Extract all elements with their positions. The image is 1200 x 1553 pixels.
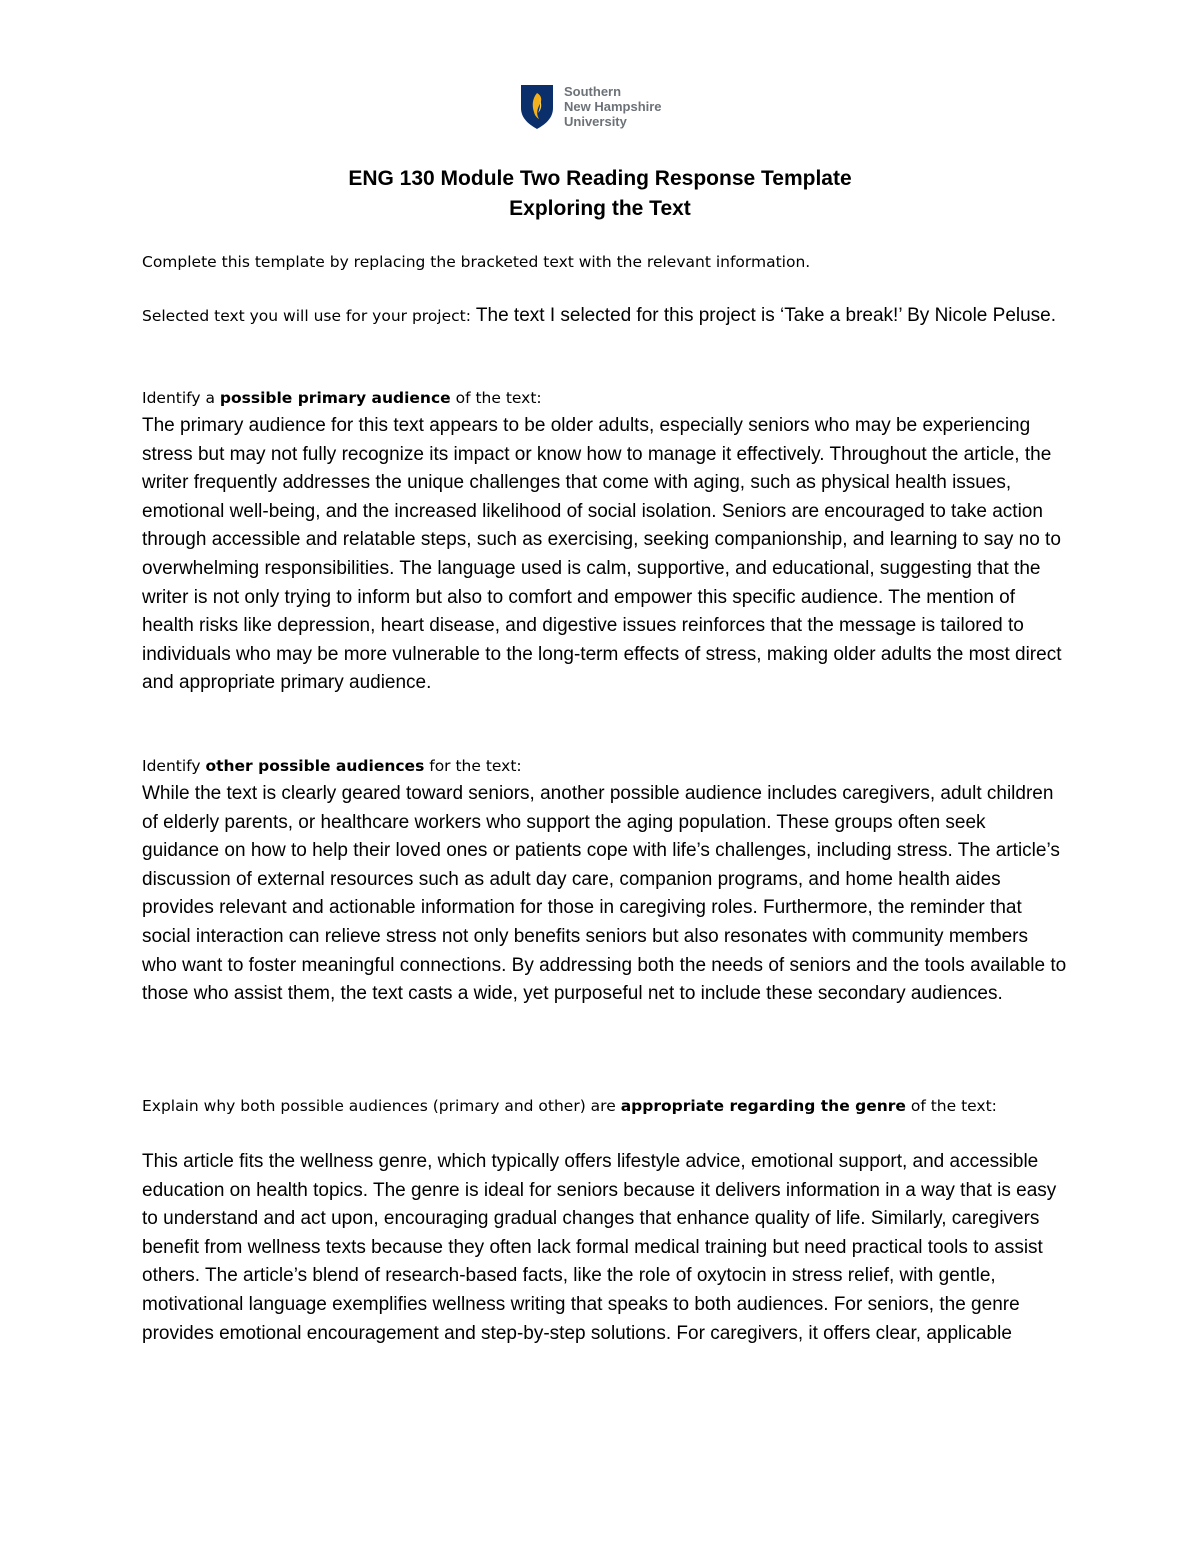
snhu-logo [520,84,662,130]
selected-text-section [142,302,1067,330]
logo-line-2: New Hampshire [564,99,662,114]
genre-answer: This article fits the wellness genre, which typically offers lifestyle advice, emotional support, and accessible education on health topics. The genre is ideal for seniors because it delivers information in a way that is easy to understand and act upon, encouraging gradual changes that enhance quality of life. Similarly, caregivers benefit from wellness texts because they often lack formal medical training but need practical tools to assist others. The article’s blend of research-based facts, like the role of oxytocin in stress relief, with gentle, motivational language exemplifies wellness writing that speaks to both audiences. For seniors, the genre provides emotional encouragement and step-by-step solutions. For caregivers, it offers clear, applicable [142,1151,1057,1344]
document-title: ENG 130 Module Two Reading Response Template [348,167,852,190]
logo-line-3: University [564,114,627,129]
prompt-text: Identify [142,757,206,775]
prompt-text: Explain why both possible audiences (primary and other) are [142,1097,621,1115]
instructions: Complete this template by replacing the bracketed text with the relevant information. [142,253,811,271]
primary-audience-prompt [142,384,1067,412]
prompt-text: of the text: [905,1097,997,1115]
prompt-text: for the text: [424,757,522,775]
document-subtitle: Exploring the Text [509,197,691,220]
selected-text-answer: The text I selected for this project is ‘Take a break!’ By Nicole Peluse. [470,305,1057,326]
prompt-emphasis: other possible audiences [205,757,425,775]
genre-prompt [142,1092,1067,1120]
prompt-emphasis: possible primary audience [219,389,451,407]
primary-audience-answer: The primary audience for this text appears to be older adults, especially seniors who may be experiencing stress but may not fully recognize its impact or know how to manage it effectively. Throughout the article, the writer frequently addresses the unique challenges that come with aging, such as physical health issues, emotional well-being, and the increased likelihood of social isolation. Seniors are encouraged to take action through accessible and relatable steps, such as exercising, seeking companionship, and learning to say no to overwhelming responsibilities. The language used is calm, supportive, and educational, suggesting that the writer is not only trying to inform but also to comfort and empower this specific audience. The mention of health risks like depression, heart disease, and digestive issues reinforces that the message is tailored to individuals who may be more vulnerable to the long-term effects of stress, making older adults the most direct and appropriate primary audience. [142,415,1062,694]
other-audiences-prompt [142,752,1067,780]
shield-flame-icon [520,84,554,130]
logo-line-1: Southern [564,84,622,99]
logo-wordmark [564,84,662,129]
prompt-text: Identify a [142,389,220,407]
prompt-emphasis: appropriate regarding the genre [620,1097,906,1115]
prompt-text: of the text: [450,389,542,407]
selected-text-label: Selected text you will use for your project: [142,307,471,325]
other-audiences-answer: While the text is clearly geared toward seniors, another possible audience includes caregivers, adult children of elderly parents, or healthcare workers who support the aging population. These groups often seek guidance on how to help their loved ones or patients cope with life’s challenges, including stress. The article’s discussion of external resources such as adult day care, companion programs, and home health aides provides relevant and actionable information for those in caregiving roles. Furthermore, the reminder that social interaction can relieve stress not only benefits seniors but also resonates with community members who want to foster meaningful connections. By addressing both the needs of seniors and the tools available to those who assist them, the text casts a wide, yet purposeful net to include these secondary audiences. [142,783,1067,1005]
